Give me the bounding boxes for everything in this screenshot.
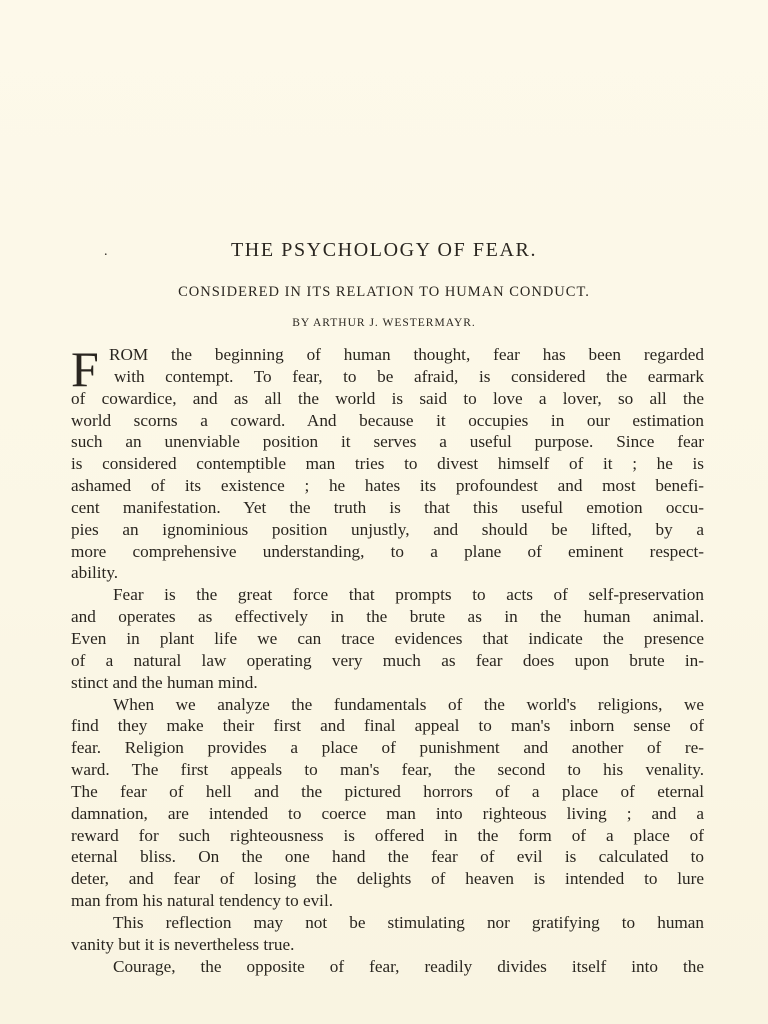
stray-mark: . [104, 244, 108, 259]
text-line: such an unenviable position it serves a useful purpose. Since fear [71, 432, 704, 452]
text-line: Even in plant life we can trace evidences that indicate the presence [71, 628, 704, 648]
text-line: pies an ignominious position unjustly, and should be lifted, by a [71, 519, 704, 539]
text-line: Fear is the great force that prompts to acts of self-preservation [113, 585, 704, 605]
article-byline: BY ARTHUR J. WESTERMAYR. [292, 317, 476, 329]
text-line: This reflection may not be stimulating nor gratifying to human [113, 912, 704, 932]
article-title: THE PSYCHOLOGY OF FEAR. [230, 239, 538, 261]
text-line: with contempt. To fear, to be afraid, is considered the earmark [114, 366, 704, 386]
text-line: is considered contemptible man tries to divest himself of it ; he is [71, 454, 704, 474]
text-line: fear. Religion provides a place of punishment and another of re- [71, 738, 704, 758]
text-line: The fear of hell and the pictured horrors of a place of eternal [71, 781, 704, 801]
text-line: eternal bliss. On the one hand the fear of evil is calculated to [71, 847, 704, 867]
text-line: Courage, the opposite of fear, readily divides itself into the [113, 956, 704, 976]
text-line: of a natural law operating very much as fear does upon brute in- [71, 650, 704, 670]
text-line: and operates as effectively in the brute as in the human animal. [71, 607, 704, 627]
text-line: ward. The first appeals to man's fear, the second to his venality. [71, 760, 704, 780]
text-line: When we analyze the fundamentals of the world's religions, we [113, 694, 704, 714]
text-line: world scorns a coward. And because it occupies in our estimation [71, 410, 704, 430]
article-body [71, 341, 704, 977]
text-line: man from his natural tendency to evil. [71, 891, 334, 911]
text-line: reward for such righteousness is offered in the form of a place of [71, 825, 704, 845]
text-line: ability. [71, 563, 119, 583]
text-line: stinct and the human mind. [71, 672, 258, 692]
text-line: ROM the beginning of human thought, fear has been regarded [109, 345, 704, 364]
drop-cap: F [71, 341, 99, 397]
text-line: damnation, are intended to coerce man into righteous living ; and a [71, 803, 704, 823]
text-line: ashamed of its existence ; he hates its profoundest and most benefi- [71, 476, 704, 496]
text-line: deter, and fear of losing the delights of heaven is intended to lure [71, 869, 704, 889]
text-line: more comprehensive understanding, to a plane of eminent respect- [71, 541, 704, 561]
text-line: vanity but it is nevertheless true. [71, 934, 295, 954]
article-subtitle: CONSIDERED IN ITS RELATION TO HUMAN CONDUCT. [178, 284, 590, 300]
text-line: find they make their first and final appeal to man's inborn sense of [71, 716, 704, 736]
text-line: cent manifestation. Yet the truth is that this useful emotion occu- [71, 497, 704, 517]
text-line: of cowardice, and as all the world is said to love a lover, so all the [71, 388, 704, 408]
